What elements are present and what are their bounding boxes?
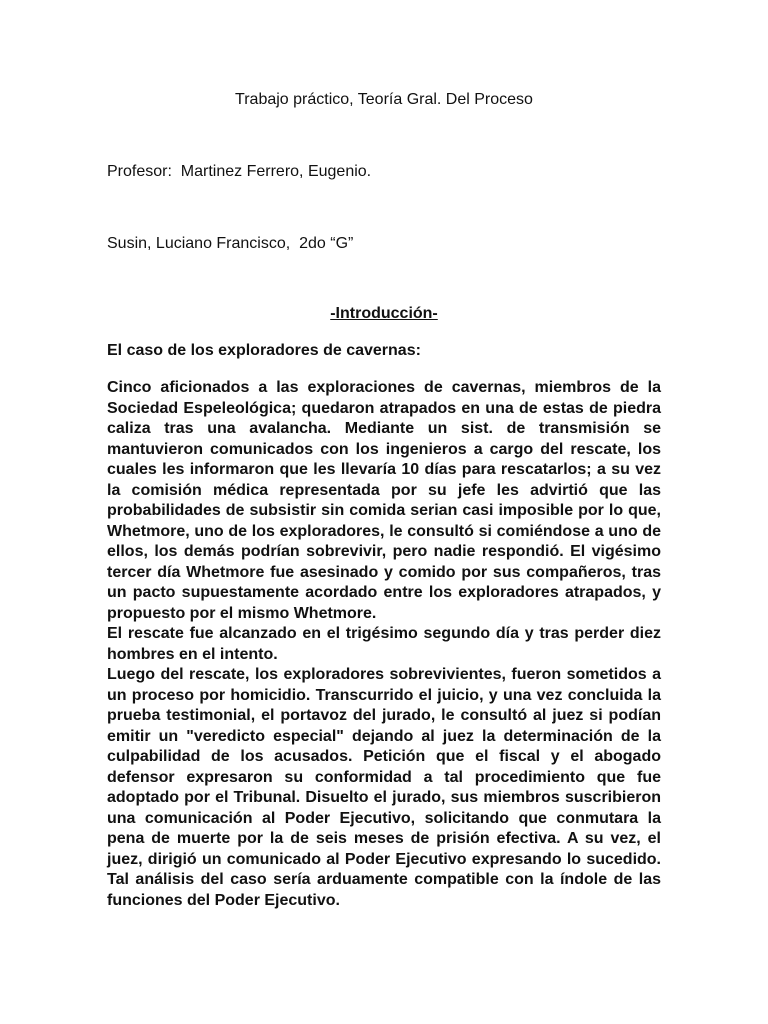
introduction-heading: -Introducción-	[330, 305, 438, 322]
case-heading: El caso de los exploradores de cavernas:	[107, 342, 421, 359]
professor-line: Profesor: Martinez Ferrero, Eugenio.	[107, 163, 372, 180]
paragraph-2: El rescate fue alcanzado en el trigésimo segundo día y tras perder diez hombres en el intento.	[107, 625, 661, 663]
paragraph-1: Cinco aficionados a las exploraciones de cavernas, miembros de la Sociedad Espeleológica; quedaron atrapados en una de estas de piedra caliza tras una avalancha. Mediante un sist. de transmisión se mantuvieron comunicados con los ingenieros a cargo del rescate, los cuales les informaron que les llevaría 10 días para rescatarlos; a su vez la comisión médica representada por su jefe les advirtió que las probabilidades de subsistir sin comida serian casi imposible por lo que, Whetmore, uno de los exploradores, le consultó si comiéndose a uno de ellos, los demás podrían sobrevivir, pero nadie respondió. El vigésimo tercer día Whetmore fue asesinado y comido por sus compañeros, tras un pacto supuestamente acordado entre los exploradores atrapados, y propuesto por el mismo Whetmore.	[107, 379, 661, 622]
paragraph-3: Luego del rescate, los exploradores sobrevivientes, fueron sometidos a un proceso por homicidio. Transcurrido el juicio, y una vez concluida la prueba testimonial, el portavoz del jurado, le consultó al juez si podían emitir un "veredicto especial" dejando al juez la determinación de la culpabilidad de los acusados. Petición que el fiscal y el abogado defensor expresaron su conformidad a tal procedimiento que fue adoptado por el Tribunal. Disuelto el jurado, sus miembros suscribieron una comunicación al Poder Ejecutivo, solicitando que conmutara la pena de muerte por la de seis meses de prisión efectiva. A su vez, el juez, dirigió un comunicado al Poder Ejecutivo expresando lo sucedido. Tal análisis del caso sería arduamente compatible con la índole de las funciones del Poder Ejecutivo.	[107, 666, 661, 909]
document-title: Trabajo práctico, Teoría Gral. Del Proceso	[235, 91, 533, 108]
body-text	[107, 378, 661, 911]
student-line: Susin, Luciano Francisco, 2do “G”	[107, 235, 354, 252]
